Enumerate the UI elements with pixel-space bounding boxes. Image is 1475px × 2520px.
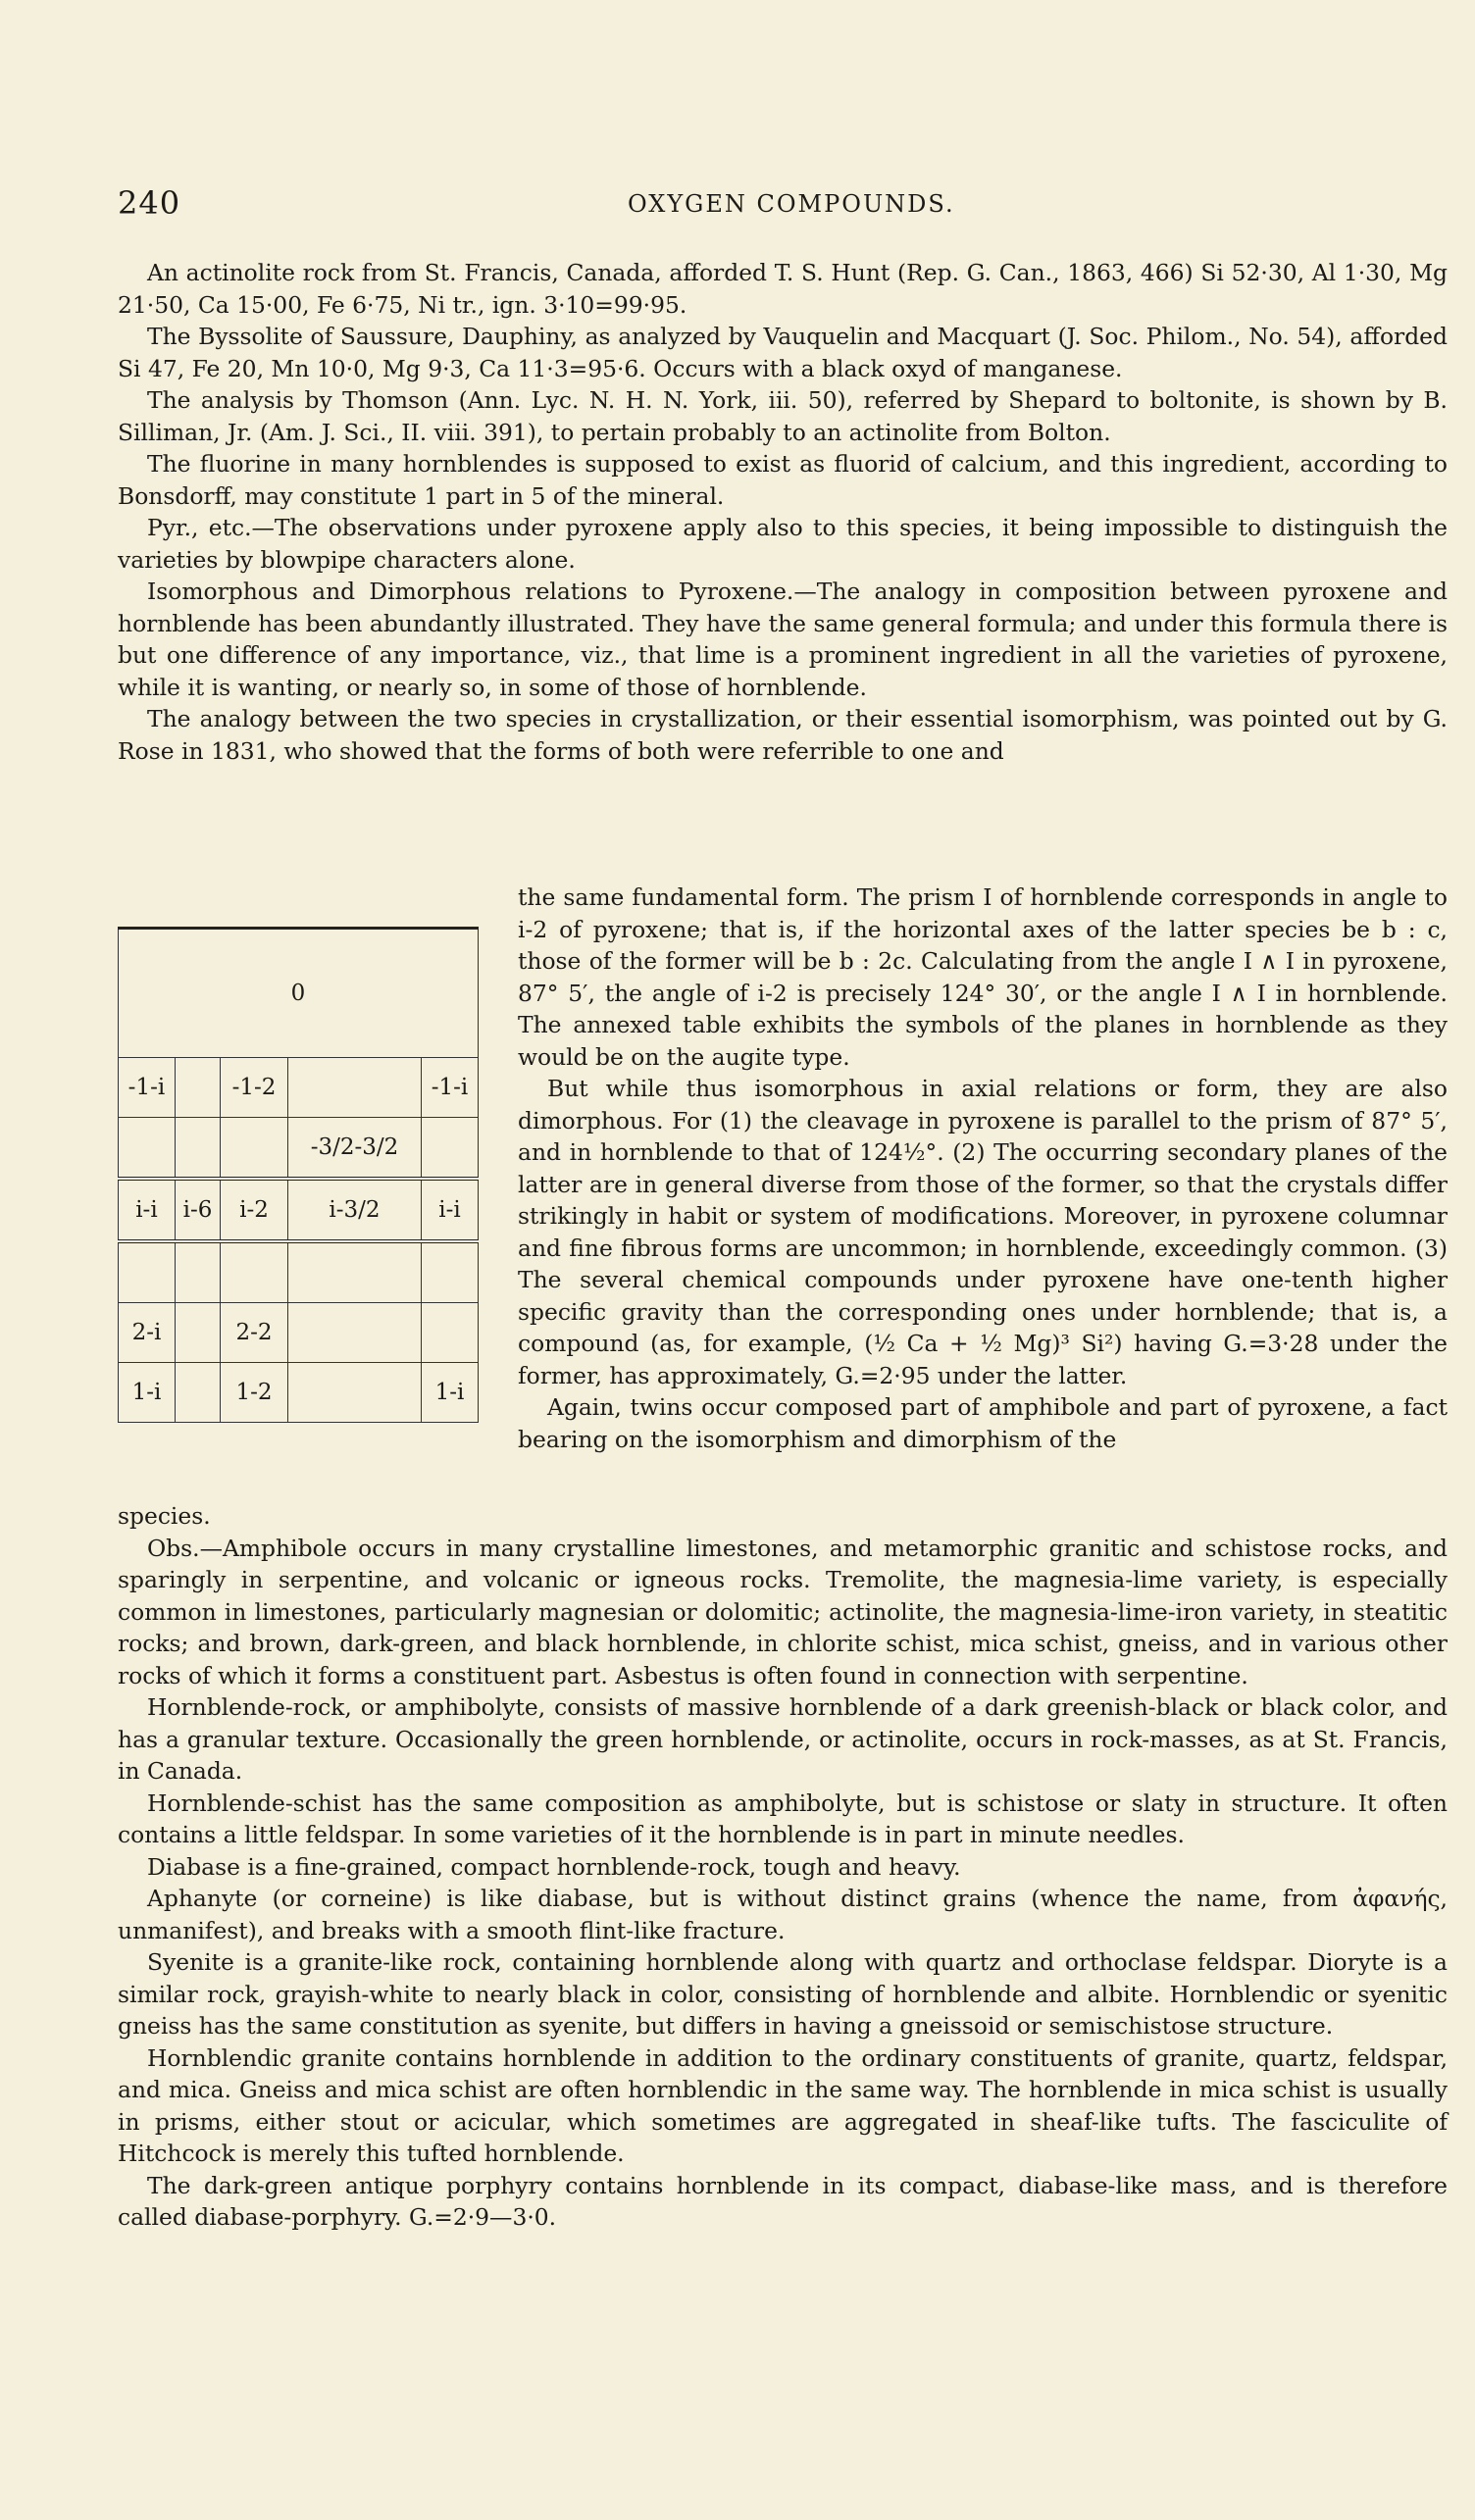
table-cell: 0: [119, 929, 479, 1058]
page-number: 240: [118, 184, 181, 222]
paragraph-analogy: The analogy between the two species in crystallization, or their essential isomorphism, was pointed out by G. Rose in 1831, who showed that the forms of both were referrible to one and: [118, 705, 1448, 765]
table-cell: [175, 1363, 220, 1423]
body-text-beside-table: [518, 882, 1448, 1455]
table-cell: i-6: [175, 1179, 220, 1241]
table-cell: [422, 1303, 479, 1363]
table-cell: i-2: [221, 1179, 288, 1241]
paragraph-syenite: Syenite is a granite-like rock, containing hornblende along with quartz and orthoclase feldspar. Dioryte is a similar rock, grayish-white to nearly black in color, consisting of hornblende and albite. Hornblendic or syenitic gneiss has the same constitution as syenite, but differs in having a gneissoid or semischistose structure.: [118, 1948, 1448, 2040]
page-header: [118, 184, 1451, 224]
table-cell: [287, 1241, 421, 1303]
table-cell: [119, 1118, 176, 1180]
paragraph-thomson-analysis: The analysis by Thomson (Ann. Lyc. N. H. N. York, iii. 50), referred by Shepard to boltonite, is shown by B. Silliman, Jr. (Am. J. Sci., II. viii. 391), to pertain probably to an actinolite from Bolton.: [118, 386, 1448, 446]
table-cell: [175, 1058, 220, 1118]
paragraph-aphanyte: Aphanyte (or corneine) is like diabase, but is without distinct grains (whence the name, from ἀφανής, unmanifest), and breaks with a smooth flint-like fracture.: [118, 1885, 1448, 1944]
paragraph-fundamental-form: the same fundamental form. The prism I of hornblende corresponds in angle to i-2 of pyroxene; that is, if the horizontal axes of the latter species be b : c, those of the former will be b : 2c. Calculating from the angle I ∧ I in pyroxene, 87° 5′, the angle of i-2 is precisely 124° 30′, or the angle I ∧ I in hornblende. The annexed table exhibits the symbols of the planes in hornblende as they would be on the augite type.: [518, 883, 1448, 1071]
table-cell: -3/2-3/2: [287, 1118, 421, 1180]
paragraph-dimorphous: But while thus isomorphous in axial relations or form, they are also dimorphous. For (1) the cleavage in pyroxene is parallel to the prism of 87° 5′, and in hornblende to that of 124½°. (2) The occurring secondary planes of the latter are in general diverse from those of the former, so that the crystals differ strikingly in habit or system of modifications. Moreover, in pyroxene columnar and fine fibrous forms are uncommon; in hornblende, exceedingly common. (3) The several chemical compounds under pyroxene have one-tenth higher specific gravity than the corresponding ones under hornblende; that is, a compound (as, for example, (½ Ca + ½ Mg)³ Si²) having G.=3·28 under the former, has approximately, G.=2·95 under the latter.: [518, 1075, 1448, 1389]
paragraph-byssolite: The Byssolite of Saussure, Dauphiny, as analyzed by Vauquelin and Macquart (J. Soc. Philom., No. 54), afforded Si 47, Fe 20, Mn 10·0, Mg 9·3, Ca 11·3=95·6. Occurs with a black oxyd of manganese.: [118, 323, 1448, 382]
table-cell: i-3/2: [287, 1179, 421, 1241]
table-cell: [287, 1363, 421, 1423]
running-head: OXYGEN COMPOUNDS.: [628, 190, 955, 218]
paragraph-hornblende-schist: Hornblende-schist has the same composition as amphibolyte, but is schistose or slaty in structure. It often contains a little feldspar. In some varieties of it the hornblende is in part in minute needles.: [118, 1789, 1448, 1848]
table-cell: [221, 1118, 288, 1180]
body-text-top: [118, 257, 1448, 767]
paragraph-diabase: Diabase is a fine-grained, compact hornblende-rock, tough and heavy.: [147, 1852, 961, 1881]
paragraph-hornblendic-granite: Hornblendic granite contains hornblende in addition to the ordinary constituents of granite, quartz, feldspar, and mica. Gneiss and mica schist are often hornblendic in the same way. The hornblende in mica schist is usually in prisms, either stout or acicular, which sometimes are aggregated in sheaf-like tufts. The fasciculite of Hitchcock is merely this tufted hornblende.: [118, 2043, 1448, 2167]
paragraph-actinolite-rock: An actinolite rock from St. Francis, Canada, afforded T. S. Hunt (Rep. G. Can., 1863, 466) Si 52·30, Al 1·30, Mg 21·50, Ca 15·00, Fe 6·75, Ni tr., ign. 3·10=99·95.: [118, 259, 1448, 319]
paragraph-pyr: Pyr., etc.—The observations under pyroxene apply also to this species, it being impossible to distinguish the varieties by blowpipe characters alone.: [118, 514, 1448, 574]
table-cell: [287, 1303, 421, 1363]
paragraph-hornblende-rock: Hornblende-rock, or amphibolyte, consists of massive hornblende of a dark greenish-black or black color, and has a granular texture. Occasionally the green hornblende, or actinolite, occurs in rock-masses, as at St. Francis, in Canada.: [118, 1693, 1448, 1785]
paragraph-twins: Again, twins occur composed part of amphibole and part of pyroxene, a fact bearing on the isomorphism and dimorphism of the: [518, 1393, 1448, 1453]
paragraph-antique-porphyry: The dark-green antique porphyry contains hornblende in its compact, diabase-like mass, and is therefore called diabase-porphyry. G.=2·9—3·0.: [118, 2171, 1448, 2231]
table-cell: -1-2: [221, 1058, 288, 1118]
table-cell: [287, 1058, 421, 1118]
table-cell: [175, 1241, 220, 1303]
table-cell: [422, 1241, 479, 1303]
table-cell: 1-i: [119, 1363, 176, 1423]
table-cell: i-i: [119, 1179, 176, 1241]
table-cell: [175, 1303, 220, 1363]
paragraph-species: species.: [118, 1502, 211, 1530]
paragraph-fluorine: The fluorine in many hornblendes is supposed to exist as fluorid of calcium, and this ingredient, according to Bonsdorff, may constitute 1 part in 5 of the mineral.: [118, 450, 1448, 510]
table-cell: -1-i: [422, 1058, 479, 1118]
table-cell: 1-2: [221, 1363, 288, 1423]
table-cell: 2-i: [119, 1303, 176, 1363]
table-cell: 1-i: [422, 1363, 479, 1423]
plane-symbol-table: [118, 927, 479, 1486]
paragraph-isomorphous-relations: Isomorphous and Dimorphous relations to Pyroxene.—The analogy in composition between pyroxene and hornblende has been abundantly illustrated. They have the same general formula; and under this formula there is but one difference of any importance, viz., that lime is a prominent ingredient in all the varieties of pyroxene, while it is wanting, or nearly so, in some of those of hornblende.: [118, 578, 1448, 701]
table-cell: [422, 1118, 479, 1180]
table-cell: [221, 1241, 288, 1303]
body-text-bottom: [118, 1500, 1448, 2234]
table-cell: 2-2: [221, 1303, 288, 1363]
paragraph-obs: Obs.—Amphibole occurs in many crystalline limestones, and metamorphic granitic and schistose rocks, and sparingly in serpentine, and volcanic or igneous rocks. Tremolite, the magnesia-lime variety, is especially common in limestones, particularly magnesian or dolomitic; actinolite, the magnesia-lime-iron variety, in steatitic rocks; and brown, dark-green, and black hornblende, in chlorite schist, mica schist, gneiss, and in various other rocks of which it forms a constituent part. Asbestus is often found in connection with serpentine.: [118, 1534, 1448, 1689]
table-cell: [119, 1241, 176, 1303]
table-cell: -1-i: [119, 1058, 176, 1118]
table-cell: [175, 1118, 220, 1180]
table-cell: i-i: [422, 1179, 479, 1241]
